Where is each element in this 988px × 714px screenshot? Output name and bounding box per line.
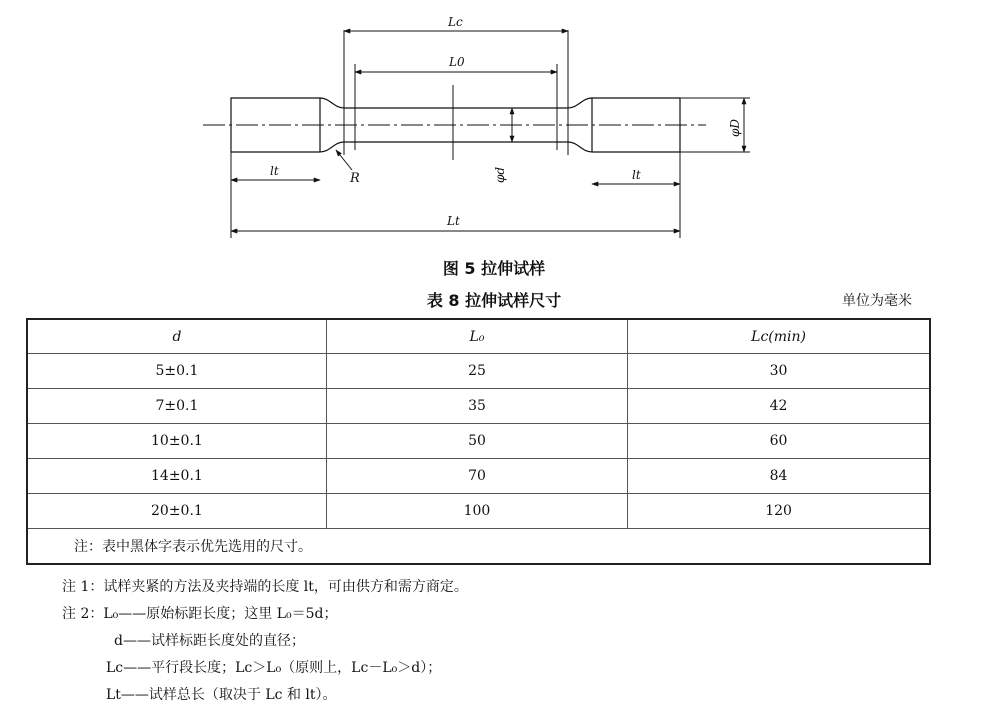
table-note-row (27, 529, 930, 565)
header-d: d (27, 319, 326, 354)
label-phi-D: φD (728, 118, 742, 137)
dimension-table (26, 318, 931, 565)
definition-d: d——试样标距长度处的直径； (114, 633, 305, 649)
cell-d: 14±0.1 (27, 459, 326, 494)
cell-Lc: 42 (628, 389, 930, 424)
tensile-specimen-figure (0, 0, 988, 250)
table-row (27, 494, 930, 529)
cell-d: 5±0.1 (27, 354, 326, 389)
definition-Lc: Lc——平行段长度；Lc＞L₀（原则上，Lc－L₀＞d）； (106, 660, 442, 676)
label-lt-left: lt (270, 164, 279, 178)
cell-L0: 50 (326, 424, 627, 459)
definition-Lt: Lt——试样总长（取决于 Lc 和 lt）。 (106, 687, 337, 703)
table-row (27, 354, 930, 389)
cell-d: 10±0.1 (27, 424, 326, 459)
label-R: R (350, 171, 360, 186)
cell-d: 20±0.1 (27, 494, 326, 529)
figure-caption: 图 5 拉伸试样 (442, 259, 546, 278)
cell-L0: 70 (326, 459, 627, 494)
label-Lt: Lt (447, 214, 460, 228)
label-phi-d: φd (493, 166, 507, 183)
label-L0: L0 (449, 55, 465, 69)
label-Lc: Lc (448, 15, 463, 29)
cell-Lc: 84 (628, 459, 930, 494)
table-row (27, 389, 930, 424)
cell-L0: 35 (326, 389, 627, 424)
cell-Lc: 30 (628, 354, 930, 389)
header-Lc: Lc(min) (628, 319, 930, 354)
note-2: 注 2：L₀——原始标距长度；这里 L₀＝5d； (62, 606, 338, 622)
label-lt-right: lt (632, 168, 641, 182)
table-header-row (27, 319, 930, 354)
table-row (27, 424, 930, 459)
note-1: 注 1：试样夹紧的方法及夹持端的长度 lt，可由供方和需方商定。 (62, 579, 468, 595)
cell-Lc: 120 (628, 494, 930, 529)
table-note: 注：表中黑体字表示优先选用的尺寸。 (27, 529, 930, 565)
cell-d: 7±0.1 (27, 389, 326, 424)
unit-label: 单位为毫米 (842, 293, 912, 309)
cell-L0: 100 (326, 494, 627, 529)
table-row (27, 459, 930, 494)
table-title: 表 8 拉伸试样尺寸 (426, 291, 562, 310)
cell-Lc: 60 (628, 424, 930, 459)
header-L0: L₀ (326, 319, 627, 354)
cell-L0: 25 (326, 354, 627, 389)
